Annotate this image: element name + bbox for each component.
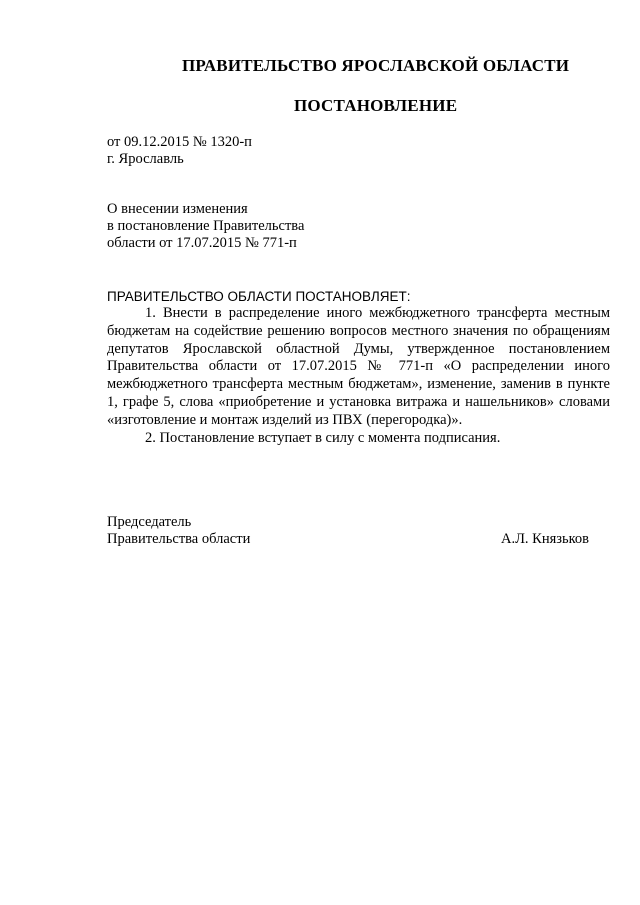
- paragraph-2: 2. Постановление вступает в силу с момента подписания.: [145, 429, 501, 446]
- city-line: г. Ярославль: [107, 151, 184, 167]
- document-type-title: ПОСТАНОВЛЕНИЕ: [294, 96, 458, 115]
- date-number-line: от 09.12.2015 № 1320-п: [107, 134, 252, 150]
- document-subject: [107, 201, 304, 252]
- signature-block: [107, 514, 589, 548]
- government-title: ПРАВИТЕЛЬСТВО ЯРОСЛАВСКОЙ ОБЛАСТИ: [182, 56, 570, 75]
- signatory-name: А.Л. Князьков: [500, 531, 589, 547]
- signatory-title-line-2: Правительства области: [107, 531, 251, 547]
- subject-line: области от 17.07.2015 № 771-п: [107, 235, 297, 251]
- subject-line: О внесении изменения: [107, 201, 248, 217]
- signatory-title-line-1: Председатель: [107, 514, 192, 530]
- document-body: [107, 305, 610, 447]
- resolves-heading: ПРАВИТЕЛЬСТВО ОБЛАСТИ ПОСТАНОВЛЯЕТ:: [107, 289, 411, 304]
- subject-line: в постановление Правительства: [107, 218, 305, 234]
- paragraph-1: 1. Внести в распределение иного межбюджетного трансферта местным бюджетам на содействие решению вопросов местного значения по обращениям депутатов Ярославской областной Думы, утвержденное постановлением Правительства области от 17.07.2015 № 771-п «О распределении иного межбюджетного трансферта местным бюджетам», изменение, заменив в пункте 1, графе 5, слова «приобретение и установка витража и нашельников» словами «изготовление и монтаж изделий из ПВХ (перегородка)».: [107, 305, 610, 428]
